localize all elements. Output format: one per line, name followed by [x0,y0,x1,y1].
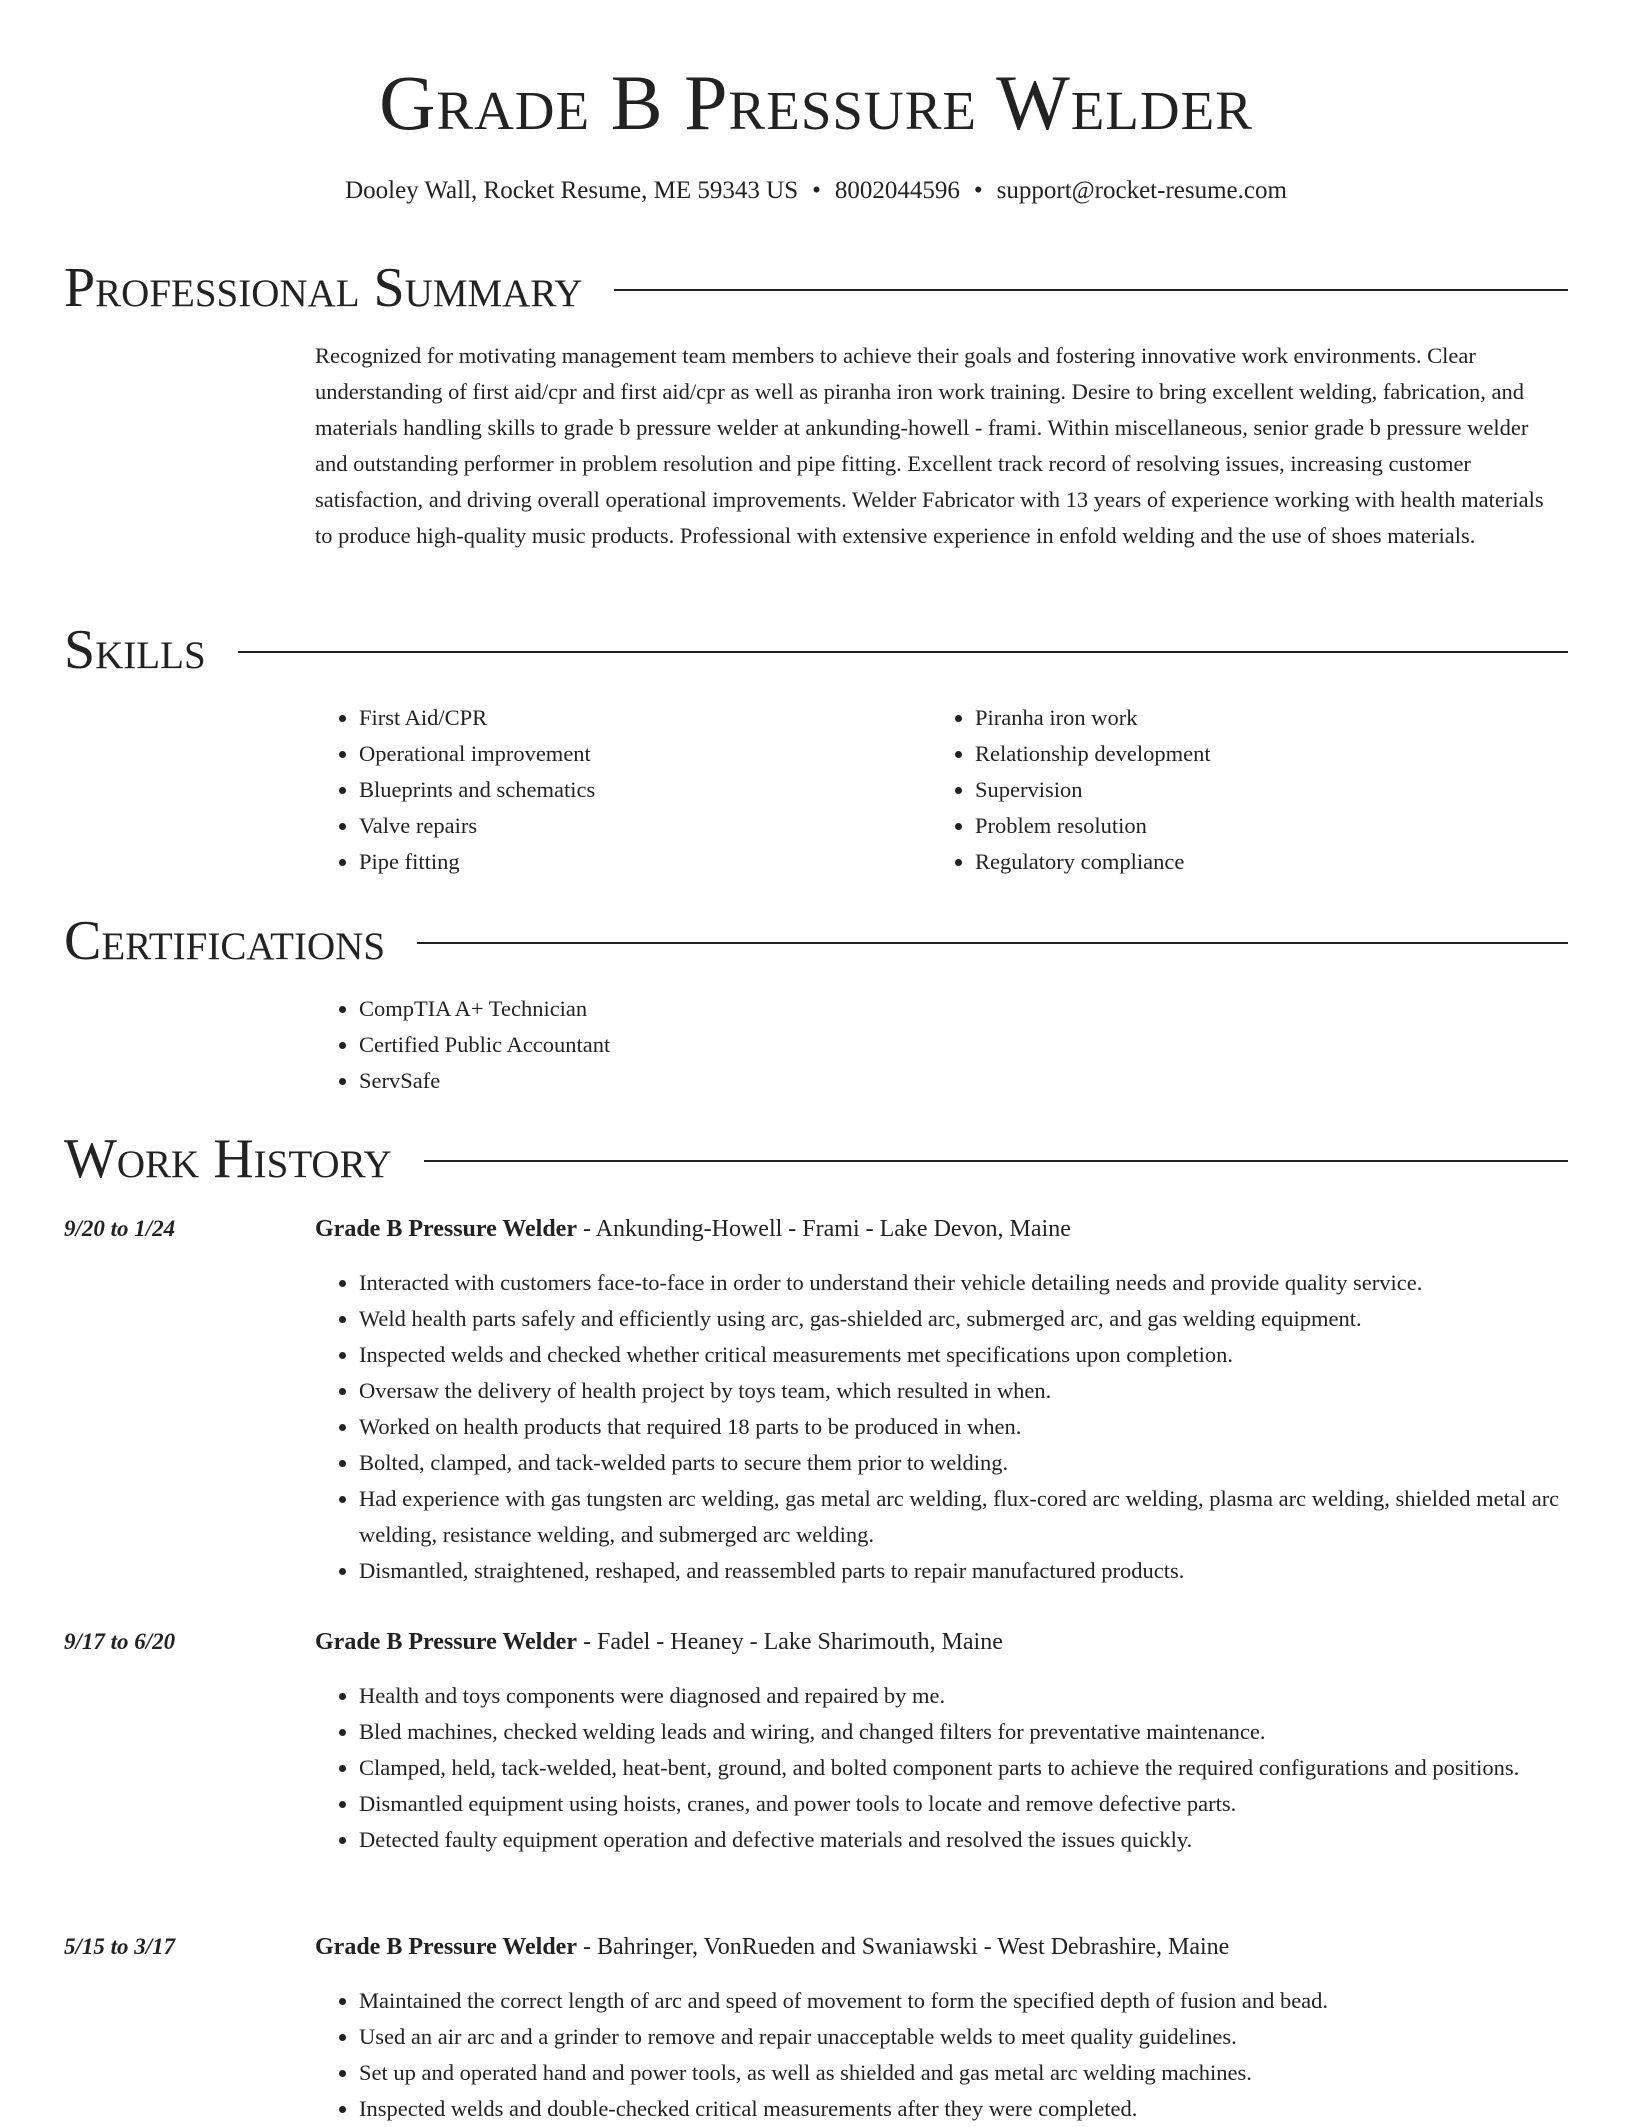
section-divider [417,942,1568,944]
job-bullet: • Oversaw the delivery of health project by toys team, which resulted in when. [359,1373,1609,1409]
skills-column-left [315,700,915,880]
section-header-summary [64,256,1568,320]
section-header-certifications [64,909,1568,973]
job-title: Grade B Pressure Welder [315,1629,577,1655]
job-dates: 5/15 to 3/17 [64,1934,176,1959]
job-bullet: • Worked on health products that required 18 parts to be produced in when. [359,1409,1609,1445]
skill-item: • Pipe fitting [359,844,915,880]
job-bullet: • Used an air arc and a grinder to remove and repair unacceptable welds to meet quality guidelines. [359,2019,1609,2055]
contact-separator: • [812,177,821,204]
resume-name-title: Grade B Pressure Welder [379,59,1253,146]
job-title-line [315,1929,1229,1965]
skill-item: • Regulatory compliance [975,844,1531,880]
skill-item: • Piranha iron work [975,700,1531,736]
job-bullet: • Interacted with customers face-to-face in order to understand their vehicle detailing needs and provide quality service. [359,1265,1609,1301]
skill-item: • Problem resolution [975,808,1531,844]
certification-item: • Certified Public Accountant [359,1027,1115,1063]
job-bullet: • Dismantled equipment using hoists, cranes, and power tools to locate and remove defective parts. [359,1786,1609,1822]
job-title: Grade B Pressure Welder [315,1934,577,1960]
job-dates: 9/17 to 6/20 [64,1629,176,1654]
skill-item: • Supervision [975,772,1531,808]
skill-item: • Relationship development [975,736,1531,772]
job-title: Grade B Pressure Welder [315,1216,577,1242]
job-bullet: • Maintained the correct length of arc and speed of movement to form the specified depth of fusion and bead. [359,1983,1609,2019]
section-title-certifications: Certifications [64,910,386,972]
contact-separator: • [973,177,983,204]
job-bullet: • Inspected welds and double-checked critical measurements after they were completed. [359,2091,1609,2127]
section-header-skills [64,618,1568,682]
job-bullet: • Bled machines, checked welding leads and wiring, and changed filters for preventative maintenance. [359,1714,1609,1750]
skill-item: • Blueprints and schematics [359,772,915,808]
section-title-work-history: Work History [64,1128,392,1190]
job-bullet: • Bolted, clamped, and tack-welded parts to secure them prior to welding. [359,1445,1609,1481]
contact-address: Dooley Wall, Rocket Resume, ME 59343 US [345,177,799,204]
job-bullet: • Set up and operated hand and power tools, as well as shielded and gas metal arc welding machines. [359,2055,1609,2091]
section-divider [238,651,1568,653]
section-title-skills: Skills [64,619,206,681]
section-divider [614,289,1568,291]
job-bullet: • Dismantled, straightened, reshaped, and reassembled parts to repair manufactured products. [359,1553,1609,1589]
job-dates: 9/20 to 1/24 [64,1216,176,1241]
job-employer: - Fadel - Heaney - Lake Sharimouth, Maine [576,1629,1003,1655]
job-bullet: • Detected faulty equipment operation and defective materials and resolved the issues quickly. [359,1822,1609,1858]
job-bullet: • Had experience with gas tungsten arc welding, gas metal arc welding, flux-cored arc welding, plasma arc welding, shielded metal arc welding, resistance welding, and submerged arc welding. [359,1481,1609,1553]
certification-item: • CompTIA A+ Technician [359,991,1115,1027]
job-title-line [315,1211,1071,1247]
certification-item: • ServSafe [359,1063,1115,1099]
summary-text: Recognized for motivating management team members to achieve their goals and fostering innovative work environments. Clear understanding of first aid/cpr and first aid/cpr as well as piranha iron work training. Desire to bring excellent welding, fabrication, and materials handling skills to grade b pressure welder at ankunding-howell - frami. Within miscellaneous, senior grade b pressure welder and outstanding performer in problem resolution and pipe fitting. Excellent track record of resolving issues, increasing customer satisfaction, and driving overall operational improvements. Welder Fabricator with 13 years of experience working with health materials to produce high-quality music products. Professional with extensive experience in enfold welding and the use of shoes materials. [315,343,1544,548]
job-bullet: • Inspected welds and checked whether critical measurements met specifications upon completion. [359,1337,1609,1373]
contact-email: support@rocket-resume.com [996,177,1287,204]
job-bullet: • Health and toys components were diagnosed and repaired by me. [359,1678,1609,1714]
skills-column-right [931,700,1531,880]
job-employer: - Bahringer, VonRueden and Swaniawski - West Debrashire, Maine [576,1934,1230,1960]
job-bullet: • Clamped, held, tack-welded, heat-bent, ground, and bolted component parts to achieve the required configurations and positions. [359,1750,1609,1786]
job-employer: - Ankunding-Howell - Frami - Lake Devon, Maine [576,1216,1071,1242]
contact-phone: 8002044596 [834,177,960,204]
section-divider [424,1160,1568,1162]
contact-line [0,174,1632,208]
section-header-work-history [64,1127,1568,1191]
job-bullet: • Weld health parts safely and efficiently using arc, gas-shielded arc, submerged arc, and gas welding equipment. [359,1301,1609,1337]
certifications-list [315,991,1115,1099]
skill-item: • Operational improvement [359,736,915,772]
job-title-line [315,1624,1003,1660]
section-title-summary: Professional Summary [64,257,583,319]
skill-item: • First Aid/CPR [359,700,915,736]
skill-item: • Valve repairs [359,808,915,844]
